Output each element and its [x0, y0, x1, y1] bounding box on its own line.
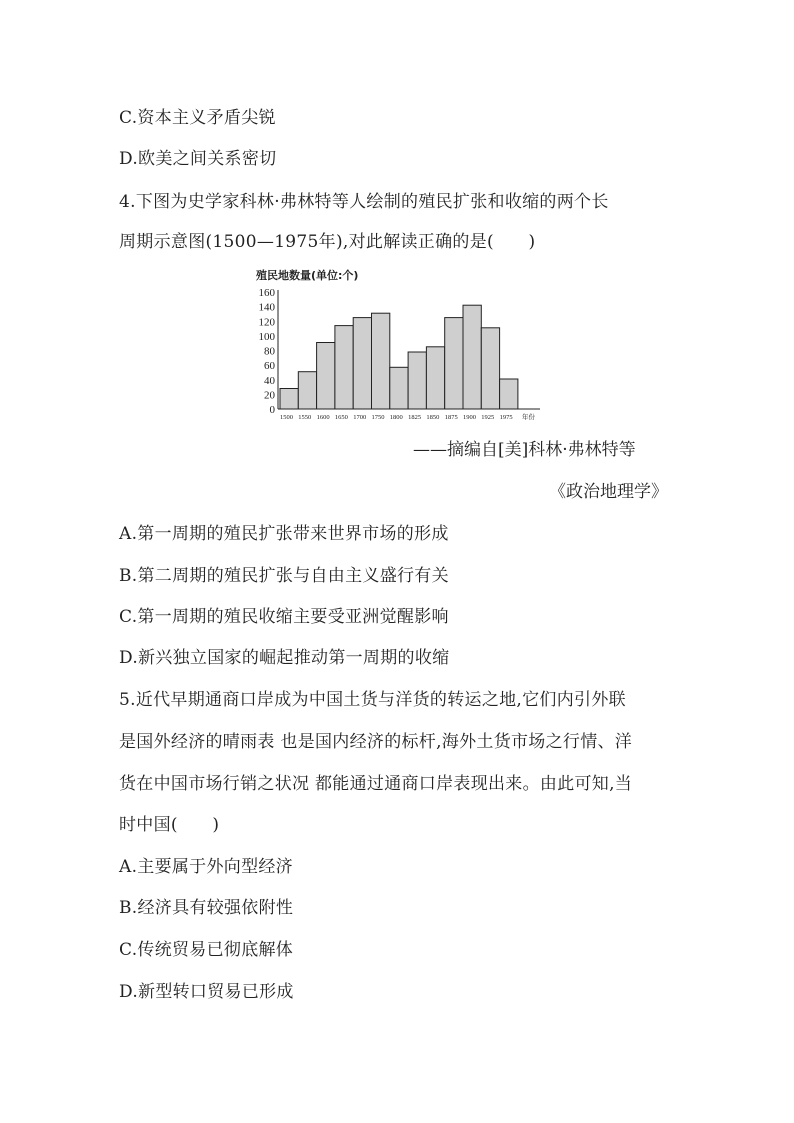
x-axis-ticks — [280, 414, 513, 421]
x-tick-label: 1600 — [316, 414, 330, 421]
x-tick-label: 1800 — [389, 414, 403, 421]
bar-1550 — [298, 372, 316, 409]
y-tick-label: 0 — [269, 404, 275, 416]
x-tick-label: 1700 — [353, 414, 367, 421]
bar-1975 — [500, 379, 518, 409]
y-tick-label: 100 — [258, 330, 275, 343]
y-tick-label: 120 — [258, 316, 275, 329]
bar-1600 — [317, 343, 335, 410]
option-b-q4: B.第二周期的殖民扩张与自由主义盛行有关 — [119, 566, 449, 586]
option-c-q5: C.传统贸易已彻底解体 — [119, 940, 294, 960]
option-a-q5: A.主要属于外向型经济 — [119, 857, 293, 877]
y-tick-label: 140 — [258, 301, 275, 314]
bar-1850 — [426, 347, 444, 409]
y-tick-label: 40 — [264, 374, 275, 387]
option-d-q4: D.新兴独立国家的崛起推动第一周期的收缩 — [119, 648, 450, 668]
x-tick-label: 1500 — [280, 414, 293, 421]
question-5-stem-line3: 货在中国市场行销之状况 都能通过通商口岸表现出来。由此可知,当 — [119, 774, 633, 794]
bar-1500 — [280, 389, 298, 410]
x-tick-label: 1925 — [481, 414, 495, 421]
question-5-stem-line1: 5.近代早期通商口岸成为中国土货与洋货的转运之地,它们内引外联 — [119, 690, 626, 710]
bar-1800 — [390, 367, 408, 409]
y-tick-label: 20 — [264, 389, 275, 402]
bar-1925 — [481, 328, 499, 409]
colony-count-chart — [250, 262, 550, 426]
question-4-stem-line1: 4.下图为史学家科林·弗林特等人绘制的殖民扩张和收缩的两个长 — [119, 192, 609, 212]
bar-1825 — [408, 352, 426, 409]
x-tick-label: 1975 — [499, 414, 513, 421]
x-tick-label: 1825 — [408, 414, 422, 421]
bar-1875 — [445, 318, 463, 409]
y-tick-label: 80 — [264, 345, 275, 358]
bar-1650 — [335, 326, 353, 409]
question-4-stem-line2: 周期示意图(1500—1975年),对此解读正确的是( ) — [119, 232, 536, 252]
option-d-q3: D.欧美之间关系密切 — [119, 149, 277, 169]
source-book-title: 《政治地理学》 — [549, 482, 668, 502]
x-tick-label: 1900 — [463, 414, 476, 421]
option-b-q5: B.经济具有较强依附性 — [119, 898, 294, 918]
question-5-stem-line2: 是国外经济的晴雨表 也是国内经济的标杆,海外土货市场之行情、洋 — [119, 732, 633, 752]
option-d-q5: D.新型转口贸易已形成 — [119, 982, 294, 1002]
source-citation: ——摘编自[美]科林·弗林特等 — [413, 440, 636, 460]
x-axis-label: 年份 — [522, 414, 535, 421]
x-tick-label: 1550 — [298, 414, 312, 421]
y-tick-label: 160 — [258, 287, 275, 299]
y-axis-ticks — [259, 287, 276, 416]
y-tick-label: 60 — [264, 360, 275, 373]
chart-bars — [280, 305, 518, 409]
option-c-q4: C.第一周期的殖民收缩主要受亚洲觉醒影响 — [119, 607, 449, 627]
bar-1750 — [372, 313, 390, 409]
x-tick-label: 1750 — [371, 414, 385, 421]
bar-1700 — [353, 318, 371, 409]
option-c-q3: C.资本主义矛盾尖锐 — [119, 108, 276, 128]
x-tick-label: 1875 — [444, 414, 458, 421]
chart-title: 殖民地数量(单位:个) — [256, 269, 359, 282]
bar-1900 — [463, 305, 481, 409]
x-tick-label: 1650 — [334, 414, 348, 421]
question-5-stem-line4: 时中国( ) — [119, 815, 220, 835]
x-tick-label: 1850 — [426, 414, 440, 421]
option-a-q4: A.第一周期的殖民扩张带来世界市场的形成 — [119, 524, 449, 544]
